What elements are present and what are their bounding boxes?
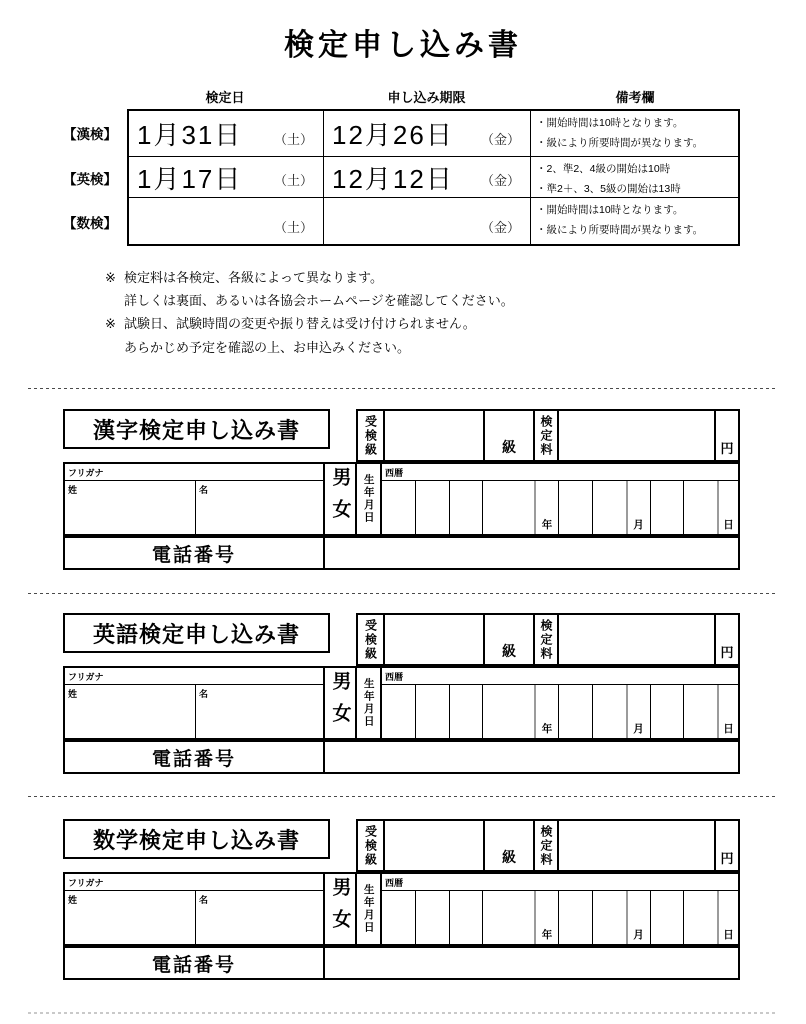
birthdate-table [380, 462, 740, 536]
name-block [63, 666, 325, 740]
year-digit-cell [449, 481, 483, 534]
month-digit-cell [592, 481, 626, 534]
notes-block [105, 266, 725, 359]
year-digit-cell [382, 685, 415, 738]
exam-level-input-cell [383, 821, 483, 870]
phone-input-cell [325, 742, 738, 772]
exam-level-input-cell [383, 615, 483, 664]
fee-label: 検定料 [533, 821, 557, 870]
note-text: 詳しくは裏面、あるいは各協会ホームページを確認してください。 [124, 293, 514, 309]
page-title: 検定申し込み書 [284, 29, 522, 62]
dashed-separator [28, 388, 778, 390]
form-section-kanji [63, 409, 740, 570]
yen-unit-label: 円 [714, 615, 738, 664]
name-block [63, 872, 325, 946]
day-digit-cell [650, 891, 684, 944]
month-digit-cell [558, 891, 592, 944]
schedule-remarks-cell [531, 157, 738, 198]
month-digit-cell [592, 891, 626, 944]
form-title: 数学検定申し込み書 [63, 819, 330, 859]
fee-input-cell [557, 411, 714, 460]
name-block [63, 462, 325, 536]
furigana-label: フリガナ [65, 874, 323, 891]
schedule-row-label-eiken: 【英検】 [63, 172, 117, 187]
note-text: 試験日、試験時間の変更や振り替えは受け付けられません。 [124, 316, 476, 332]
birthdate-digit-row [382, 891, 738, 944]
fee-label: 検定料 [533, 615, 557, 664]
first-name-cell: 名 [199, 895, 209, 905]
year-digit-cell [382, 891, 415, 944]
schedule-remarks-cell [531, 198, 738, 244]
exam-date-weekday: （土） [273, 173, 313, 188]
day-digit-cell [650, 685, 684, 738]
month-digit-cell [592, 685, 626, 738]
year-digit-cell [415, 481, 449, 534]
deadline-weekday: （金） [480, 173, 520, 188]
day-label: 日 [717, 481, 738, 534]
western-calendar-label: 西暦 [382, 874, 738, 891]
dashed-separator [28, 1012, 778, 1014]
western-calendar-label: 西暦 [382, 668, 738, 685]
day-label: 日 [717, 685, 738, 738]
yen-unit-label: 円 [714, 821, 738, 870]
note-line [105, 312, 725, 335]
day-digit-cell [683, 481, 717, 534]
remark-line: ・級により所要時間が異なります。 [536, 137, 704, 149]
schedule-row-label-kanken: 【漢検】 [63, 127, 117, 142]
birthdate-table [380, 666, 740, 740]
schedule-header-date: 検定日 [205, 90, 245, 105]
fee-input-cell [557, 615, 714, 664]
note-text: あらかじめ予定を確認の上、お申込みください。 [124, 339, 411, 355]
birthdate-digit-row [382, 481, 738, 534]
level-fee-table [356, 409, 740, 462]
remark-line: ・2、準2、4級の開始は10時 [536, 163, 671, 175]
schedule-date-cell [129, 157, 324, 198]
year-digit-cell [415, 891, 449, 944]
remark-line: ・準2＋、3、5級の開始は13時 [536, 183, 681, 195]
sex-column: 男女 [323, 872, 357, 946]
fee-input-cell [557, 821, 714, 870]
phone-input-cell [325, 948, 738, 978]
schedule-deadline-cell [324, 157, 531, 198]
remark-line: ・級により所要時間が異なります。 [536, 224, 704, 236]
year-label: 年 [534, 891, 558, 944]
form-section-english [63, 613, 740, 774]
phone-input-cell [325, 538, 738, 568]
year-digit-cell [449, 891, 483, 944]
deadline-date: 12月12日 [332, 163, 454, 194]
year-digit-cell [482, 481, 534, 534]
birthdate-column: 生年月日 [355, 666, 382, 740]
year-label: 年 [534, 685, 558, 738]
note-line [105, 336, 725, 359]
schedule-date-cell [129, 198, 324, 244]
year-digit-cell [482, 891, 534, 944]
schedule-deadline-cell [324, 111, 531, 157]
schedule-remarks-cell [531, 111, 738, 157]
level-unit-label: 級 [483, 821, 533, 870]
exam-level-input-cell [383, 411, 483, 460]
schedule-deadline-cell [324, 198, 531, 244]
dashed-separator [28, 796, 778, 798]
phone-row [63, 946, 740, 980]
schedule-header-remarks: 備考欄 [615, 90, 655, 105]
note-text: 検定料は各検定、各級によって異なります。 [124, 270, 383, 285]
day-digit-cell [683, 891, 717, 944]
day-digit-cell [683, 685, 717, 738]
yen-unit-label: 円 [714, 411, 738, 460]
form-title: 英語検定申し込み書 [63, 613, 330, 653]
remark-line: ・開始時間は10時となります。 [536, 117, 684, 129]
remark-line: ・開始時間は10時となります。 [536, 204, 684, 216]
schedule-table [127, 109, 740, 246]
level-fee-table [356, 819, 740, 872]
birthdate-table [380, 872, 740, 946]
day-digit-cell [650, 481, 684, 534]
year-digit-cell [449, 685, 483, 738]
birthdate-column: 生年月日 [355, 462, 382, 536]
sex-column: 男女 [323, 462, 357, 536]
year-digit-cell [482, 685, 534, 738]
deadline-date: 12月26日 [332, 120, 454, 150]
name-row [65, 685, 323, 738]
month-digit-cell [558, 481, 592, 534]
last-name-cell: 姓 [65, 481, 196, 534]
form-title: 漢字検定申し込み書 [63, 409, 330, 449]
schedule-header-deadline: 申し込み期限 [387, 90, 466, 105]
month-label: 月 [626, 685, 650, 738]
birthdate-column: 生年月日 [355, 872, 382, 946]
name-row [65, 481, 323, 534]
note-line [105, 266, 725, 289]
day-label: 日 [717, 891, 738, 944]
level-unit-label: 級 [483, 615, 533, 664]
phone-row [63, 740, 740, 774]
phone-label: 電話番号 [65, 538, 325, 568]
last-name-cell: 姓 [65, 685, 196, 738]
exam-level-label: 受検級 [363, 824, 378, 867]
fee-label: 検定料 [533, 411, 557, 460]
name-row [65, 891, 323, 944]
note-line [105, 289, 725, 312]
last-name-cell: 姓 [65, 891, 196, 944]
deadline-weekday: （金） [480, 132, 520, 147]
exam-date-weekday: （土） [273, 220, 313, 235]
exam-level-label: 受検級 [363, 414, 378, 457]
level-unit-label: 級 [483, 411, 533, 460]
month-label: 月 [626, 481, 650, 534]
western-calendar-label: 西暦 [382, 464, 738, 481]
note-marker: ※ [105, 270, 116, 285]
month-label: 月 [626, 891, 650, 944]
first-name-cell: 名 [199, 485, 209, 495]
phone-label: 電話番号 [65, 948, 325, 978]
first-name-cell: 名 [199, 689, 209, 699]
note-marker: ※ [105, 316, 116, 332]
dashed-separator [28, 593, 778, 595]
phone-label: 電話番号 [65, 742, 325, 772]
exam-date-weekday: （土） [273, 132, 313, 147]
month-digit-cell [558, 685, 592, 738]
form-section-math [63, 819, 740, 980]
level-fee-table [356, 613, 740, 666]
sex-column: 男女 [323, 666, 357, 740]
birthdate-digit-row [382, 685, 738, 738]
furigana-label: フリガナ [65, 464, 323, 481]
year-digit-cell [382, 481, 415, 534]
year-label: 年 [534, 481, 558, 534]
exam-date: 1月31日 [137, 120, 243, 150]
exam-level-label: 受検級 [363, 618, 378, 661]
deadline-weekday: （金） [480, 220, 520, 235]
year-digit-cell [415, 685, 449, 738]
schedule-row-label-suken: 【数検】 [63, 216, 117, 231]
phone-row [63, 536, 740, 570]
furigana-label: フリガナ [65, 668, 323, 685]
schedule-date-cell [129, 111, 324, 157]
exam-date: 1月17日 [137, 163, 243, 194]
